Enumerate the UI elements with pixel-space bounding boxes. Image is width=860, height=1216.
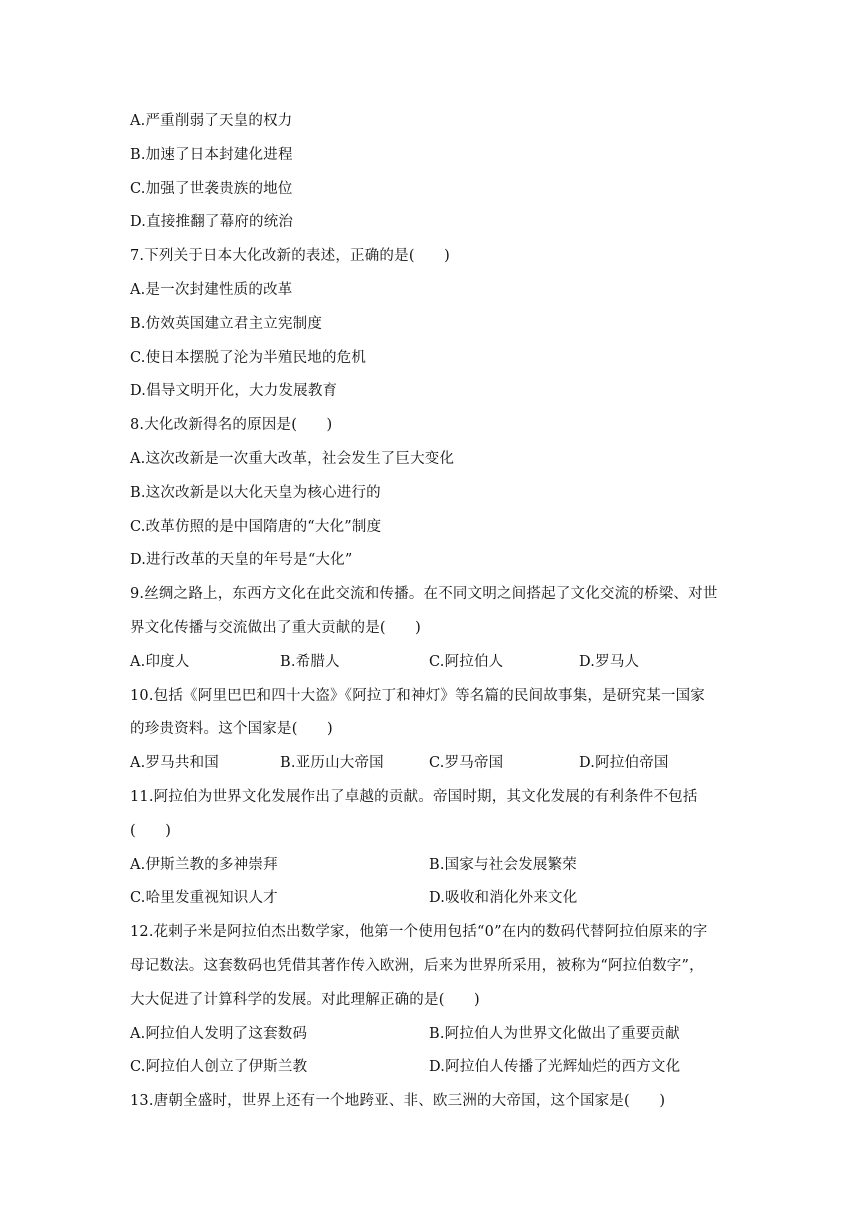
q7-option-d: D.倡导文明开化，大力发展教育 (130, 383, 338, 400)
q11-options-row2 (130, 885, 730, 919)
q12-stem-line1: 12.花剌子米是阿拉伯杰出数学家，他第一个使用包括“0”在内的数码代替阿拉伯原来的字 (130, 924, 708, 941)
q12-option-b: B.阿拉伯人为世界文化做出了重要贡献 (429, 1025, 680, 1042)
q12-options-row1 (130, 1021, 730, 1055)
q12-option-a: A.阿拉伯人发明了这套数码 (130, 1025, 308, 1042)
q9-stem-line1: 9.丝绸之路上，东西方文化在此交流和传播。在不同文明之间搭起了文化交流的桥梁、对世 (130, 586, 718, 603)
q9-option-a: A.印度人 (130, 653, 190, 670)
q6-option-a: A.严重削弱了天皇的权力 (130, 113, 293, 129)
q11-stem-line1: 11.阿拉伯为世界文化发展作出了卓越的贡献。帝国时期，其文化发展的有利条件不包括 (130, 788, 698, 805)
q12-option-d: D.阿拉伯人传播了光辉灿烂的西方文化 (429, 1059, 681, 1076)
q6-option-b: B.加速了日本封建化进程 (130, 146, 293, 163)
q6-option-d: D.直接推翻了幕府的统治 (130, 214, 294, 231)
q7-option-b: B.仿效英国建立君主立宪制度 (130, 315, 323, 332)
q12-options-row2 (130, 1054, 730, 1088)
q10-option-a: A.罗马共和国 (130, 755, 219, 772)
q13-stem: 13.唐朝全盛时，世界上还有一个地跨亚、非、欧三洲的大帝国，这个国家是( ) (130, 1093, 666, 1110)
q12-stem-line3: 大大促进了计算科学的发展。对此理解正确的是( ) (130, 991, 480, 1008)
q9-options-row (130, 649, 730, 683)
q12-option-c: C.阿拉伯人创立了伊斯兰教 (130, 1059, 308, 1076)
q11-options-row1 (130, 852, 730, 886)
q9-option-d: D.罗马人 (579, 653, 640, 670)
q9-option-c: C.阿拉伯人 (429, 653, 504, 670)
q8-option-b: B.这次改新是以大化天皇为核心进行的 (130, 484, 381, 501)
q8-option-a: A.这次改新是一次重大改革，社会发生了巨大变化 (130, 450, 455, 467)
q11-stem-line2: ( ) (130, 822, 172, 839)
q9-stem-line2: 界文化传播与交流做出了重大贡献的是( ) (130, 619, 422, 636)
q10-option-b: B.亚历山大帝国 (280, 755, 384, 772)
q11-option-b: B.国家与社会发展繁荣 (429, 856, 577, 873)
q9-option-b: B.希腊人 (280, 653, 340, 670)
q8-option-c: C.改革仿照的是中国隋唐的“大化”制度 (130, 518, 382, 535)
document-page (130, 108, 730, 1122)
q11-option-c: C.哈里发重视知识人才 (130, 890, 278, 907)
q10-stem-line1: 10.包括《阿里巴巴和四十大盗》《阿拉丁和神灯》等名篇的民间故事集，是研究某一国家 (130, 687, 706, 704)
q10-options-row (130, 750, 730, 784)
q10-stem-line2: 的珍贵资料。这个国家是( ) (130, 721, 333, 738)
q6-option-c: C.加强了世袭贵族的地位 (130, 180, 293, 197)
q12-stem-line2: 母记数法。这套数码也凭借其著作传入欧洲，后来为世界所采用，被称为“阿拉伯数字”， (130, 957, 704, 974)
q7-stem: 7.下列关于日本大化改新的表述，正确的是( ) (130, 248, 450, 265)
q10-option-d: D.阿拉伯帝国 (579, 755, 669, 772)
q8-stem: 8.大化改新得名的原因是( ) (130, 417, 333, 434)
q11-option-a: A.伊斯兰教的多神崇拜 (130, 856, 278, 873)
q7-option-a: A.是一次封建性质的改革 (130, 281, 293, 298)
q8-option-d: D.进行改革的天皇的年号是“大化” (130, 552, 353, 569)
q11-option-d: D.吸收和消化外来文化 (429, 890, 578, 907)
q7-option-c: C.使日本摆脱了沦为半殖民地的危机 (130, 349, 367, 366)
q10-option-c: C.罗马帝国 (429, 755, 504, 772)
